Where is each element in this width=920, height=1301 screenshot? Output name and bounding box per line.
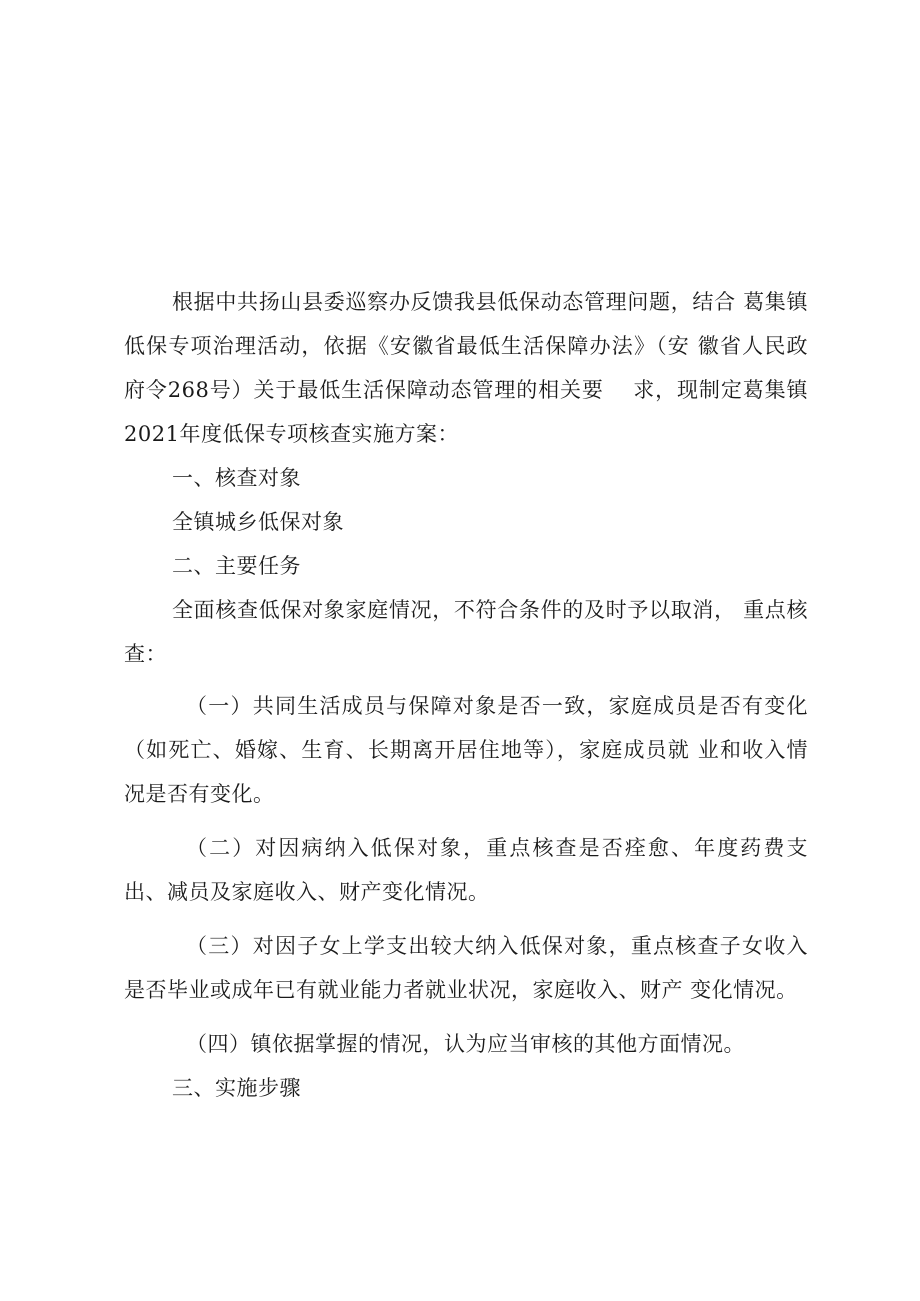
section-heading-steps: 三、实施步骤 bbox=[172, 1076, 301, 1100]
intro-paragraph: 根据中共扬山县委巡察办反馈我县低保动态管理问题，结合 葛集镇低保专项治理活动，依据《安徽省最低生活保障办法》（安 徽省人民政府令268号）关于最低生活保障动态管理的相关要 求，现制定葛集镇2021年度低保专项核查实施方案： bbox=[124, 290, 808, 446]
section-heading-targets: 一、核查对象 bbox=[172, 466, 301, 490]
task-item-3: （三）对因子女上学支出较大纳入低保对象，重点核查子女收入是否毕业或成年已有就业能力者就业状况，家庭收入、财产 变化情况。 bbox=[124, 934, 808, 1002]
section-body-targets: 全镇城乡低保对象 bbox=[172, 510, 344, 534]
tasks-paragraph: 全面核查低保对象家庭情况，不符合条件的及时予以取消， 重点核查： bbox=[124, 598, 808, 666]
task-item-1: （一）共同生活成员与保障对象是否一致，家庭成员是否有变化（如死亡、婚嫁、生育、长期离开居住地等），家庭成员就 业和收入情况是否有变化。 bbox=[124, 694, 808, 806]
task-item-2: （二）对因病纳入低保对象，重点核查是否痊愈、年度药费支出、减员及家庭收入、财产变化情况。 bbox=[124, 836, 808, 904]
task-item-4: （四）镇依据掌握的情况，认为应当审核的其他方面情况。 bbox=[186, 1032, 745, 1056]
document-body bbox=[124, 280, 808, 1110]
section-heading-tasks: 二、主要任务 bbox=[172, 554, 301, 578]
